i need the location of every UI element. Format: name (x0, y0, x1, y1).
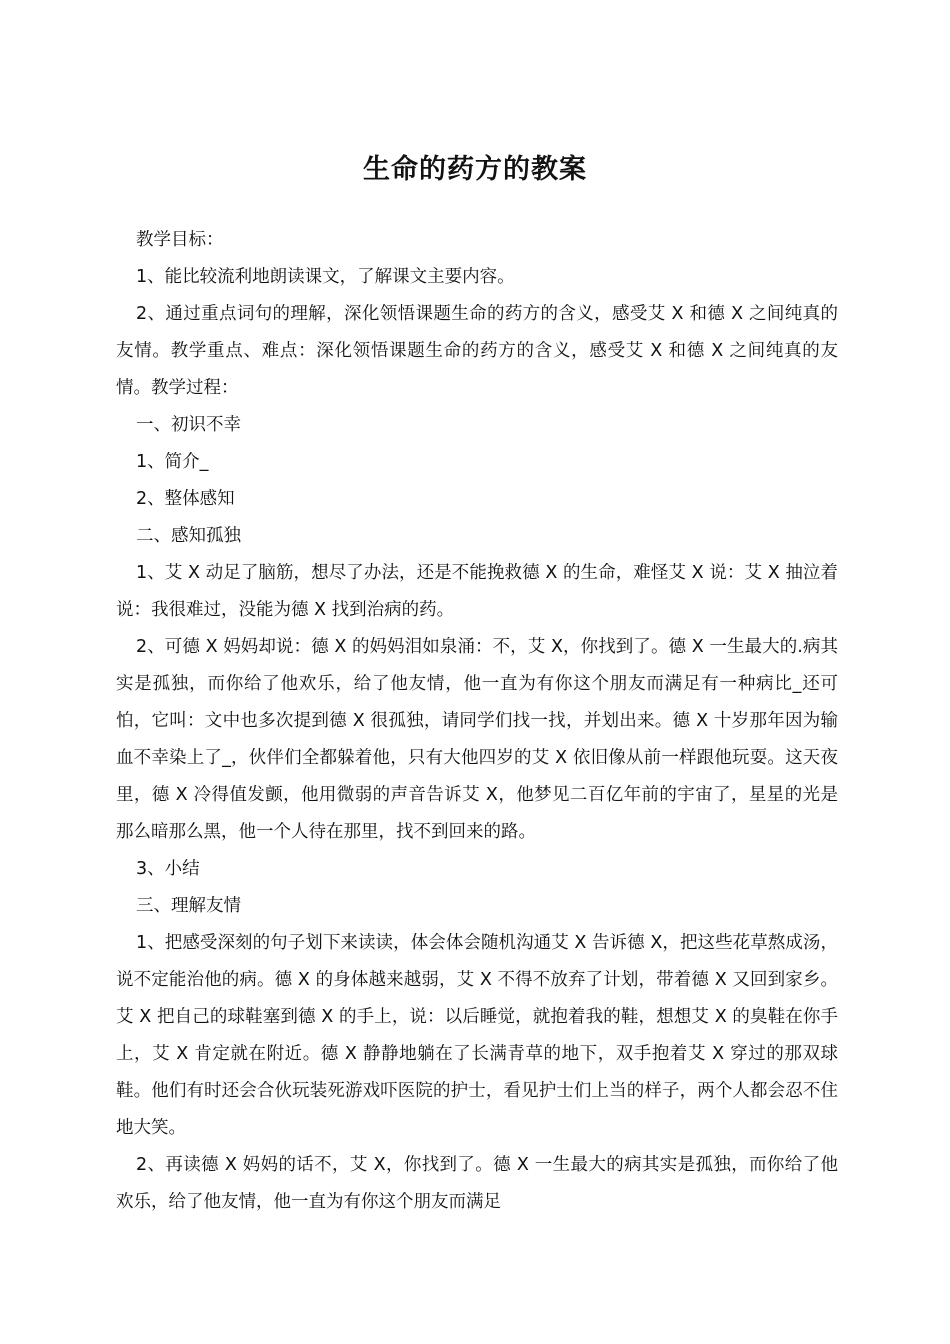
paragraph-section-1-item-1: 1、简介_ (136, 452, 209, 472)
paragraph-objectives-heading: 教学目标： (136, 230, 224, 250)
paragraph-section-3-item-1: 1、把感受深刻的句子划下来读读，体会体会随机沟通艾 X 告诉德 X，把这些花草熬成汤，说不定能治他的病。德 X 的身体越来越弱，艾 X 不得不放弃了计划，带着德 X 又回到家乡。艾 X 把自己的球鞋塞到德 X 的手上，说：以后睡觉，就抱着我的鞋，想想艾 X 的臭鞋在你手上，艾 X 肯定就在附近。德 X 静静地躺在了长满青草的地下，双手抱着艾 X 穿过的那双球鞋。他们有时还会合伙玩装死游戏吓医院的护士，看见护士们上当的样子，两个人都会忍不住地大笑。 (116, 933, 838, 1138)
paragraph-objective-2: 2、通过重点词句的理解，深化领悟课题生命的药方的含义，感受艾 X 和德 X 之间纯真的友情。教学重点、难点：深化领悟课题生命的药方的含义，感受艾 X 和德 X 之间纯真的友情。教学过程： (116, 304, 838, 398)
paragraph-section-2-item-3: 3、小结 (136, 859, 200, 879)
paragraph-section-3-item-2: 2、再读德 X 妈妈的话不，艾 X，你找到了。德 X 一生最大的病其实是孤独，而你给了他欢乐，给了他友情，他一直为有你这个朋友而满足 (116, 1155, 838, 1212)
paragraph-section-2-item-1: 1、艾 X 动足了脑筋，想尽了办法，还是不能挽救德 X 的生命，难怪艾 X 说：艾 X 抽泣着说：我很难过，没能为德 X 找到治病的药。 (116, 563, 838, 620)
paragraph-section-1-item-2: 2、整体感知 (136, 489, 235, 509)
paragraph-section-1-heading: 一、初识不幸 (136, 415, 241, 435)
document-title: 生命的药方的教案 (363, 154, 587, 186)
paragraph-objective-1: 1、能比较流利地朗读课文，了解课文主要内容。 (136, 267, 515, 287)
paragraph-section-2-item-2: 2、可德 X 妈妈却说：德 X 的妈妈泪如泉涌：不，艾 X，你找到了。德 X 一生最大的.病其实是孤独，而你给了他欢乐，给了他友情，他一直为有你这个朋友而满足有一种病比_还可怕，它叫：文中也多次提到德 X 很孤独，请同学们找一找，并划出来。德 X 十岁那年因为输血不幸染上了_，伙伴们全都躲着他，只有大他四岁的艾 X 依旧像从前一样跟他玩耍。这天夜里，德 X 冷得值发颤，他用微弱的声音告诉艾 X，他梦见二百亿年前的宇宙了，星星的光是那么暗那么黑，他一个人待在那里，找不到回来的路。 (116, 637, 838, 842)
paragraph-section-2-heading: 二、感知孤独 (136, 526, 241, 546)
document-body (116, 222, 838, 1221)
paragraph-section-3-heading: 三、理解友情 (136, 896, 241, 916)
